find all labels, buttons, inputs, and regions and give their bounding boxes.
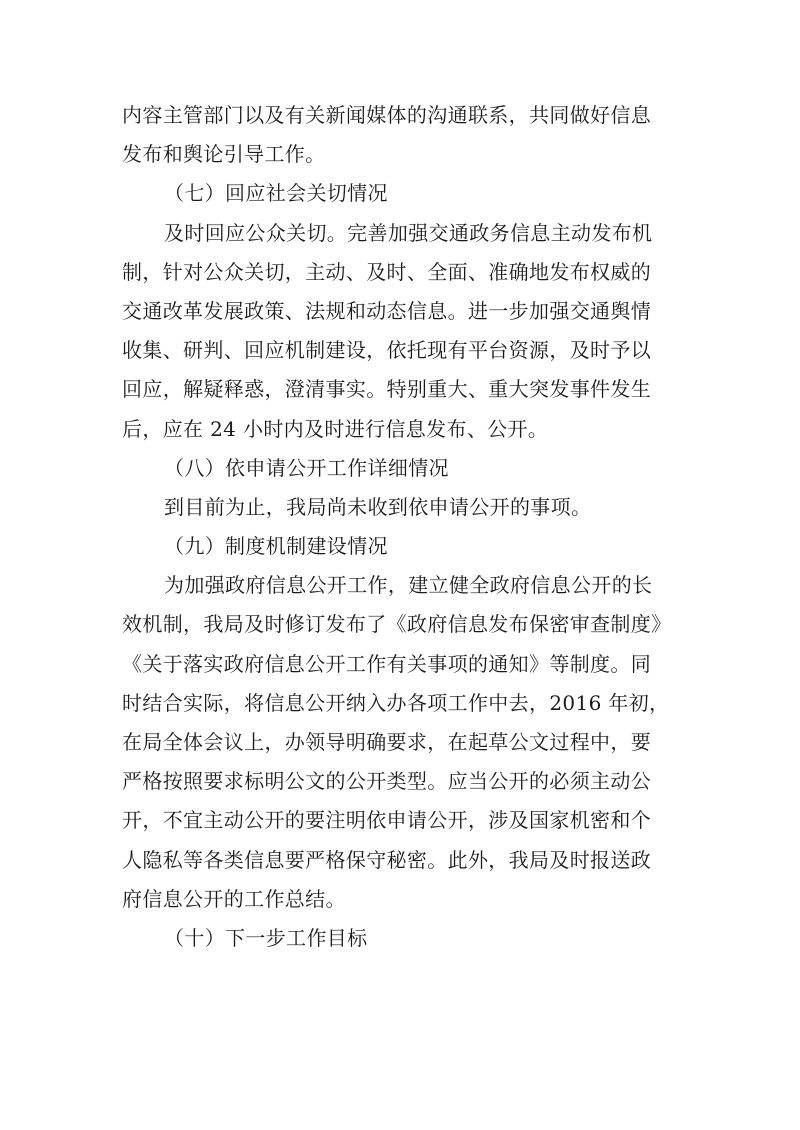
text-line: 交通改革发展政策、法规和动态信息。进一步加强交通舆情 <box>122 298 652 323</box>
text-line: 开，不宜主动公开的要注明依申请公开，涉及国家机密和个 <box>122 808 652 833</box>
section-heading-7: （七）回应社会关切情况 <box>164 181 388 206</box>
text-line: 人隐私等各类信息要严格保守秘密。此外，我局及时报送政 <box>122 847 652 872</box>
text-line: 效机制，我局及时修订发布了《政府信息发布保密审查制度》 <box>122 612 672 637</box>
text-line: 内容主管部门以及有关新闻媒体的沟通联系，共同做好信息 <box>122 103 652 127</box>
paragraph-start: 到目前为止，我局尚未收到依申请公开的事项。 <box>164 494 592 519</box>
text-line: 后，应在 24 小时内及时进行信息发布、公开。 <box>122 416 549 441</box>
text-line: 在局全体会议上，办领导明确要求，在起草公文过程中，要 <box>122 730 652 754</box>
section-heading-8: （八）依申请公开工作详细情况 <box>164 455 449 480</box>
section-heading-9: （九）制度机制建设情况 <box>164 534 388 559</box>
paragraph-start: 及时回应公众关切。完善加强交通政务信息主动发布机 <box>164 220 653 245</box>
paragraph-start: 为加强政府信息公开工作，建立健全政府信息公开的长 <box>164 573 653 598</box>
document-body <box>122 96 682 958</box>
section-heading-10: （十）下一步工作目标 <box>164 925 368 950</box>
text-line: 时结合实际，将信息公开纳入办各项工作中去，2016 年初， <box>122 690 670 715</box>
text-line: 《关于落实政府信息公开工作有关事项的通知》等制度。同 <box>122 651 652 676</box>
text-line: 制，针对公众关切，主动、及时、全面、准确地发布权威的 <box>122 259 652 284</box>
text-line: 收集、研判、回应机制建设，依托现有平台资源，及时予以 <box>122 338 652 363</box>
text-line: 府信息公开的工作总结。 <box>122 886 346 911</box>
text-line: 回应，解疑释惑，澄清事实。特别重大、重大突发事件发生 <box>122 377 652 402</box>
text-line: 发布和舆论引导工作。 <box>122 142 326 167</box>
text-line: 严格按照要求标明公文的公开类型。应当公开的必须主动公 <box>122 769 652 794</box>
